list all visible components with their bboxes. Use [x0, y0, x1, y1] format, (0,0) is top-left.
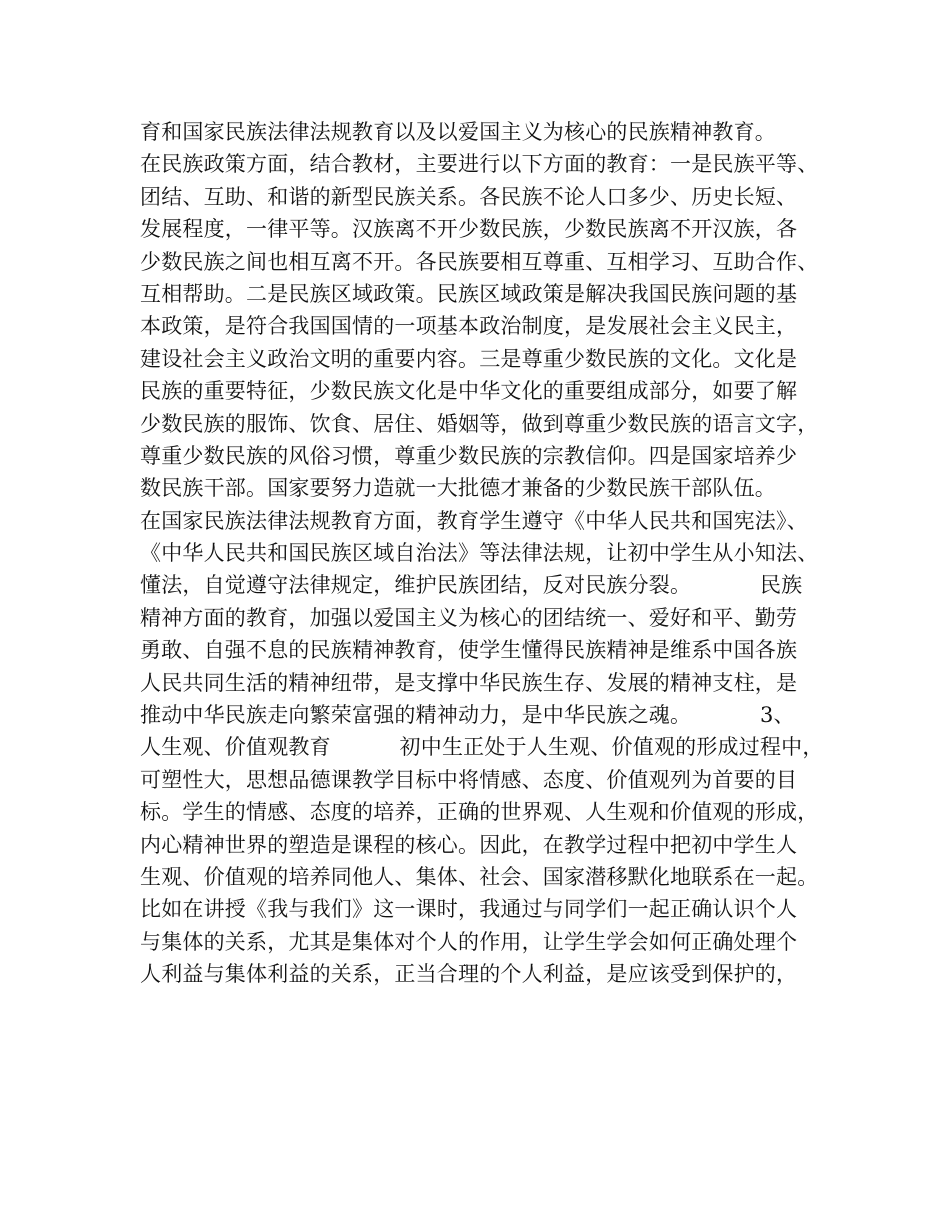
text-line: 少数民族之间也相互离不开。各民族要相互尊重、互相学习、互助合作、	[140, 249, 819, 274]
text-line: 人利益与集体利益的关系，正当合理的个人利益，是应该受到保护的，	[140, 962, 798, 987]
text-line: 内心精神世界的塑造是课程的核心。因此，在教学过程中把初中学生人	[140, 832, 798, 857]
text-line: 团结、互助、和谐的新型民族关系。各民族不论人口多少、历史长短、	[140, 184, 798, 209]
text-line: 《中华人民共和国民族区域自治法》等法律法规，让初中学生从小知法、	[140, 541, 819, 566]
body-text	[140, 116, 830, 991]
text-line: 互相帮助。二是民族区域政策。民族区域政策是解决我国民族问题的基	[140, 281, 798, 306]
text-line: 数民族干部。国家要努力造就一大批德才兼备的少数民族干部队伍。	[140, 476, 776, 501]
text-line: 人生观、价值观教育 初中生正处于人生观、价值观的形成过程中，	[140, 735, 824, 760]
text-line: 育和国家民族法律法规教育以及以爱国主义为核心的民族精神教育。	[140, 120, 776, 144]
text-line: 推动中华民族走向繁荣富强的精神动力，是中华民族之魂。 3、	[140, 703, 795, 728]
text-line: 民族的重要特征，少数民族文化是中华文化的重要组成部分，如要了解	[140, 379, 798, 404]
text-line: 精神方面的教育，加强以爱国主义为核心的团结统一、爱好和平、勤劳	[140, 605, 798, 630]
text-line: 懂法，自觉遵守法律规定，维护民族团结，反对民族分裂。 民族	[140, 573, 803, 598]
text-line: 本政策，是符合我国国情的一项基本政治制度，是发展社会主义民主，	[140, 314, 798, 339]
text-line: 少数民族的服饰、饮食、居住、婚姻等，做到尊重少数民族的语言文字，	[140, 411, 819, 436]
text-line: 建设社会主义政治文明的重要内容。三是尊重少数民族的文化。文化是	[140, 346, 798, 371]
text-line: 生观、价值观的培养同他人、集体、社会、国家潜移默化地联系在一起。	[140, 864, 819, 889]
text-line: 与集体的关系，尤其是集体对个人的作用，让学生学会如何正确处理个	[140, 929, 798, 954]
text-line: 发展程度，一律平等。汉族离不开少数民族，少数民族离不开汉族，各	[140, 217, 798, 242]
text-line: 人民共同生活的精神纽带，是支撑中华民族生存、发展的精神支柱，是	[140, 670, 798, 695]
text-line: 在民族政策方面，结合教材，主要进行以下方面的教育：一是民族平等、	[140, 152, 819, 177]
text-line: 在国家民族法律法规教育方面，教育学生遵守《中华人民共和国宪法》、	[140, 508, 808, 533]
text-line: 勇敢、自强不息的民族精神教育，使学生懂得民族精神是维系中国各族	[140, 638, 798, 663]
text-line: 尊重少数民族的风俗习惯，尊重少数民族的宗教信仰。四是国家培养少	[140, 443, 798, 468]
text-line: 标。学生的情感、态度的培养，正确的世界观、人生观和价值观的形成，	[140, 800, 819, 825]
text-line: 比如在讲授《我与我们》这一课时，我通过与同学们一起正确认识个人	[140, 897, 798, 922]
text-line: 可塑性大，思想品德课教学目标中将情感、态度、价值观列为首要的目	[140, 767, 798, 792]
